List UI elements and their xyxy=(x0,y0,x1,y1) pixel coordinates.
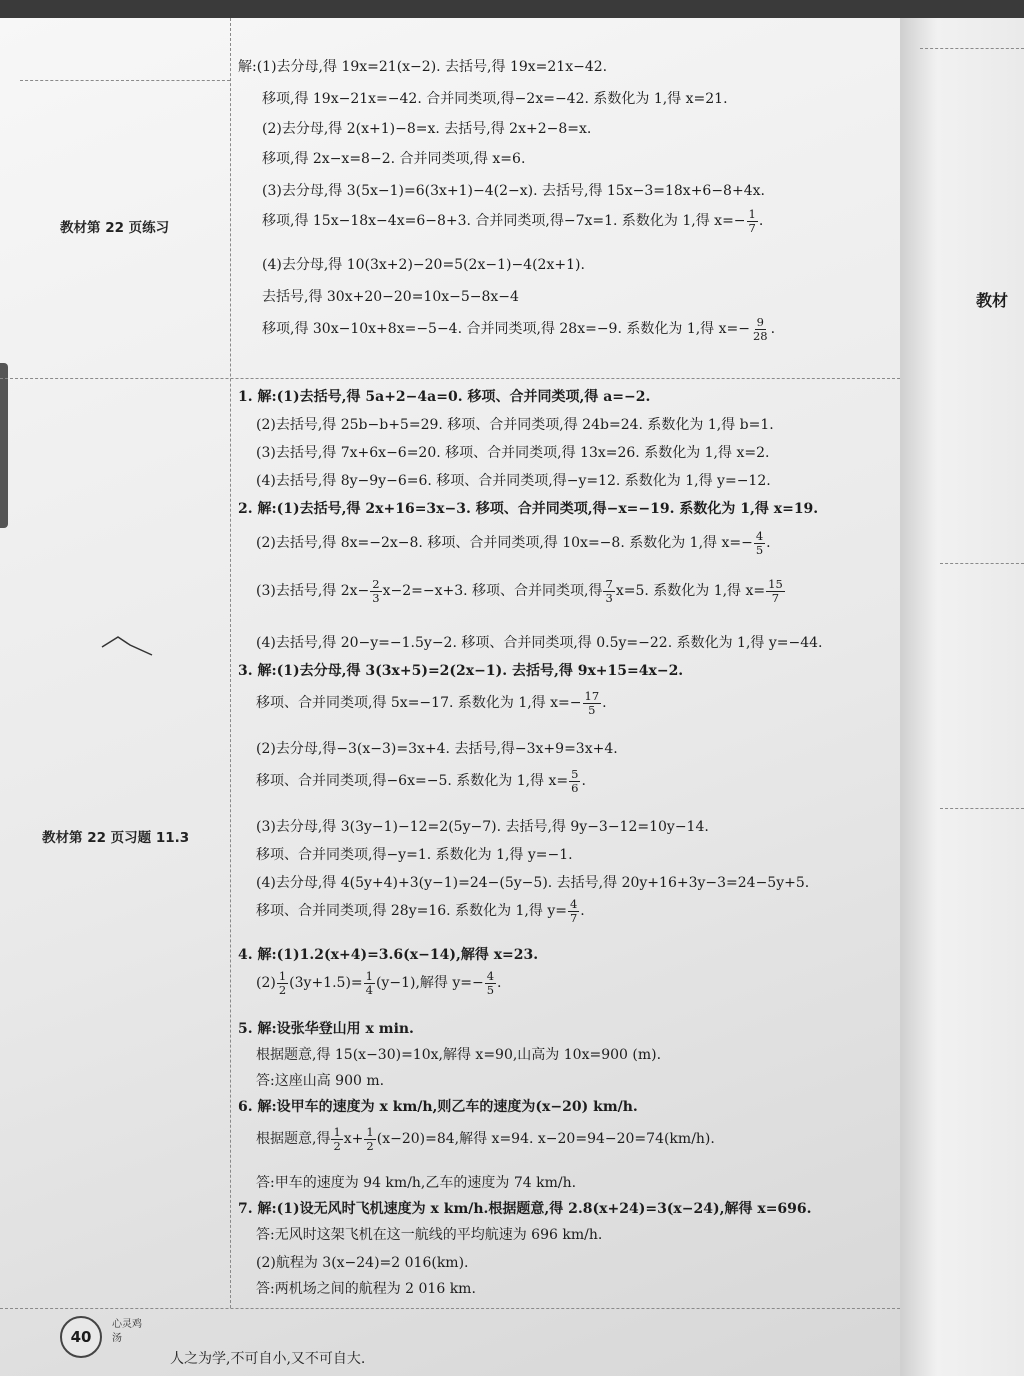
problem-line-7-part-a: (3)去括号,得 2x− xyxy=(256,583,370,600)
fraction-1-2-b: $\frac{1}{2}$ xyxy=(333,1125,341,1153)
fraction-4-7: $\frac{4}{7}$ xyxy=(569,897,578,925)
problem-line-6-text: (2)去括号,得 8x=−2x−8. 移项、合并同类项,得 10x=−8. 系数化为 1,得 x=− xyxy=(256,535,753,552)
problem-line-6: (2)去括号,得 8x=−2x−8. 移项、合并同类项,得 10x=−8. 系数化为 1,得 x=− $\frac{4}{5}$ . xyxy=(256,529,771,557)
problem-line-12: 移项、合并同类项,得−6x=−5. 系数化为 1,得 x= $\frac{5}{6}$ . xyxy=(256,767,586,795)
divider-top-left xyxy=(20,80,230,81)
problem-line-25: 7. 解:(1)设无风时飞机速度为 x km/h.根据题意,得 2.8(x+24)=3(x−24),解得 x=696. xyxy=(238,1201,812,1217)
fraction-1-2-c: $\frac{1}{2}$ xyxy=(366,1125,374,1153)
section-label-exercise: 教材第 22 页练习 xyxy=(60,220,170,236)
problem-line-23-part-a: 根据题意,得 xyxy=(256,1131,331,1148)
problem-line-16: 移项、合并同类项,得 28y=16. 系数化为 1,得 y= $\frac{4}{7}$ . xyxy=(256,897,585,925)
problem-line-7 xyxy=(256,578,786,604)
fraction-5-6: $\frac{5}{6}$ xyxy=(571,767,579,795)
problem-line-14: 移项、合并同类项,得−y=1. 系数化为 1,得 y=−1. xyxy=(256,847,573,863)
footer-motto: 人之为学,不可自小,又不可自大. xyxy=(170,1351,366,1367)
fraction-9-28: $\frac{9}{28}$ xyxy=(752,315,768,343)
problem-line-26: 答:无风时这架飞机在这一航线的平均航速为 696 km/h. xyxy=(256,1227,603,1243)
fraction-1-7: $\frac{1}{7}$ xyxy=(748,207,756,235)
fraction-7-3: $\frac{7}{3}$ xyxy=(605,577,613,605)
exercise-line-5: (3)去分母,得 3(5x−1)=6(3x+1)−4(2−x). 去括号,得 15x−3=18x+6−8+4x. xyxy=(262,183,765,199)
problem-line-7-part-c: x=5. 系数化为 1,得 x= xyxy=(615,583,766,600)
column-divider xyxy=(230,18,231,1308)
problem-line-24: 答:甲车的速度为 94 km/h,乙车的速度为 74 km/h. xyxy=(256,1175,577,1191)
fraction-17-5: $\frac{17}{5}$ xyxy=(584,689,600,717)
exercise-line-6-text: 移项,得 15x−18x−4x=6−8+3. 合并同类项,得−7x=1. 系数化为 1,得 x=− xyxy=(262,213,746,230)
adjacent-page-label: 教材 xyxy=(976,291,1009,310)
pencil-scribble xyxy=(100,633,160,663)
problem-line-11: (2)去分母,得−3(x−3)=3x+4. 去括号,得−3x+9=3x+4. xyxy=(256,741,618,757)
exercise-line-9-text: 移项,得 30x−10x+8x=−5−4. 合并同类项,得 28x=−9. 系数化为 1,得 x=− xyxy=(262,321,750,338)
fraction-4-5-b: $\frac{4}{5}$ xyxy=(486,969,495,997)
problem-line-23-part-c: (x−20)=84,解得 x=94. x−20=94−20=74(km/h). xyxy=(376,1131,715,1148)
problem-line-1: 1. 解:(1)去括号,得 5a+2−4a=0. 移项、合并同类项,得 a=−2. xyxy=(238,389,651,405)
problem-line-10-text: 移项、合并同类项,得 5x=−17. 系数化为 1,得 x=− xyxy=(256,695,582,712)
problem-line-4: (4)去括号,得 8y−9y−6=6. 移项、合并同类项,得−y=12. 系数化为 1,得 y=−12. xyxy=(256,473,771,489)
problem-line-13: (3)去分母,得 3(3y−1)−12=2(5y−7). 去括号,得 9y−3−12=10y−14. xyxy=(256,819,709,835)
fraction-1-2-a: $\frac{1}{2}$ xyxy=(278,969,287,997)
problem-line-21: 答:这座山高 900 m. xyxy=(256,1073,385,1089)
problem-line-18: (2) $\frac{1}{2}$ (3y+1.5)= $\frac{1}{4}$ (y−1),解得 y=− $\frac{4}{5}$ . xyxy=(256,969,502,997)
adjacent-divider-1 xyxy=(920,48,1024,49)
fraction-1-4: $\frac{1}{4}$ xyxy=(365,969,373,997)
problem-line-22: 6. 解:设甲车的速度为 x km/h,则乙车的速度为(x−20) km/h. xyxy=(238,1099,638,1115)
exercise-line-1: 解:(1)去分母,得 19x=21(x−2). 去括号,得 19x=21x−42. xyxy=(238,59,608,75)
problem-line-27: (2)航程为 3(x−24)=2 016(km). xyxy=(256,1255,469,1271)
problem-line-23-part-b: x+ xyxy=(343,1131,364,1148)
problem-line-16-text: 移项、合并同类项,得 28y=16. 系数化为 1,得 y= xyxy=(256,903,567,920)
exercise-line-3: (2)去分母,得 2(x+1)−8=x. 去括号,得 2x+2−8=x. xyxy=(262,121,592,137)
problem-line-9: 3. 解:(1)去分母,得 3(3x+5)=2(2x−1). 去括号,得 9x+15=4x−2. xyxy=(238,663,684,679)
problem-line-10: 移项、合并同类项,得 5x=−17. 系数化为 1,得 x=− $\frac{17}{5}$ . xyxy=(256,689,607,717)
page-number: 40 xyxy=(60,1316,102,1358)
problem-line-12-text: 移项、合并同类项,得−6x=−5. 系数化为 1,得 x= xyxy=(256,773,569,790)
problem-line-19: 5. 解:设张华登山用 x min. xyxy=(238,1021,414,1037)
exercise-line-2: 移项,得 19x−21x=−42. 合并同类项,得−2x=−42. 系数化为 1,得 x=21. xyxy=(262,91,728,107)
section-label-problems: 教材第 22 页习题 11.3 xyxy=(42,830,190,846)
adjacent-divider-2 xyxy=(940,563,1024,564)
footer-divider xyxy=(0,1308,900,1309)
problem-line-7-part-b: x−2=−x+3. 移项、合并同类项,得 xyxy=(382,583,603,600)
exercise-line-6: 移项,得 15x−18x−4x=6−8+3. 合并同类项,得−7x=1. 系数化为 1,得 x=− $\frac{1}{7}$ . xyxy=(262,207,764,235)
footer-brand: 心灵鸡汤 xyxy=(112,1319,142,1344)
problem-line-18-part-a: (2) xyxy=(256,975,276,992)
problem-line-17: 4. 解:(1)1.2(x+4)=3.6(x−14),解得 x=23. xyxy=(238,947,539,963)
problem-line-2: (2)去括号,得 25b−b+5=29. 移项、合并同类项,得 24b=24. 系数化为 1,得 b=1. xyxy=(256,417,774,433)
problem-line-3: (3)去括号,得 7x+6x−6=20. 移项、合并同类项,得 13x=26. 系数化为 1,得 x=2. xyxy=(256,445,770,461)
adjacent-divider-3 xyxy=(940,808,1024,809)
exercise-line-4: 移项,得 2x−x=8−2. 合并同类项,得 x=6. xyxy=(262,151,526,167)
problem-line-15: (4)去分母,得 4(5y+4)+3(y−1)=24−(5y−5). 去括号,得 20y+16+3y−3=24−5y+5. xyxy=(256,875,810,891)
section-divider xyxy=(0,378,900,379)
problem-line-20: 根据题意,得 15(x−30)=10x,解得 x=90,山高为 10x=900 (m). xyxy=(256,1047,662,1063)
exercise-line-9: 移项,得 30x−10x+8x=−5−4. 合并同类项,得 28x=−9. 系数化为 1,得 x=− $\frac{9}{28}$ . xyxy=(262,315,776,343)
page-edge-tab xyxy=(0,363,8,528)
exercise-line-8: 去括号,得 30x+20−20=10x−5−8x−4 xyxy=(262,289,519,305)
exercise-line-7: (4)去分母,得 10(3x+2)−20=5(2x−1)−4(2x+1). xyxy=(262,257,585,273)
problem-line-28: 答:两机场之间的航程为 2 016 km. xyxy=(256,1281,476,1297)
textbook-page xyxy=(0,18,900,1376)
problem-line-5: 2. 解:(1)去括号,得 2x+16=3x−3. 移项、合并同类项,得−x=−19. 系数化为 1,得 x=19. xyxy=(238,501,819,517)
fraction-4-5: $\frac{4}{5}$ xyxy=(755,529,764,557)
fraction-15-7: $\frac{15}{7}$ xyxy=(768,577,783,605)
adjacent-page xyxy=(900,18,1024,1376)
fraction-2-3: $\frac{2}{3}$ xyxy=(372,577,380,605)
problem-line-18-part-b: (3y+1.5)= xyxy=(289,975,363,992)
problem-line-18-part-c: (y−1),解得 y=− xyxy=(375,975,484,992)
problem-line-8: (4)去括号,得 20−y=−1.5y−2. 移项、合并同类项,得 0.5y=−22. 系数化为 1,得 y=−44. xyxy=(256,635,823,651)
problem-line-23 xyxy=(256,1126,715,1152)
